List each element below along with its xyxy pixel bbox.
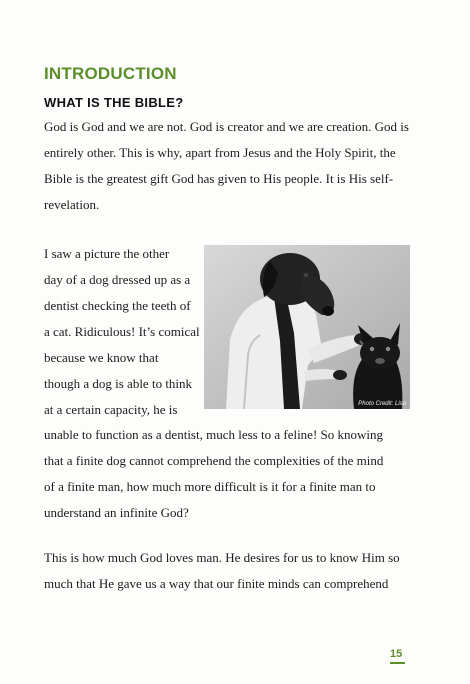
paragraph-line: dentist checking the teeth of	[44, 298, 191, 313]
paragraph-line: a cat. Ridiculous! It’s comical	[44, 324, 200, 339]
paragraph-line: I saw a picture the other	[44, 246, 170, 261]
paragraph-line: day of a dog dressed up as a	[44, 272, 191, 287]
paragraph-line: entirely other. This is why, apart from Jesus and the Holy Spirit, the	[44, 145, 396, 160]
paragraph-line: God is God and we are not. God is creator and we are creation. God is	[44, 119, 409, 134]
paragraph-line: though a dog is able to think	[44, 376, 193, 391]
chapter-heading: INTRODUCTION	[44, 64, 177, 83]
paragraph-line: much that He gave us a way that our finite minds can comprehend	[44, 576, 389, 591]
section-heading: WHAT IS THE BIBLE?	[44, 95, 184, 110]
page-number-underline	[390, 662, 405, 664]
paragraph-line: at a certain capacity, he is	[44, 402, 178, 417]
paragraph-line: of a finite man, how much more difficult is it for a finite man to	[44, 479, 376, 494]
paragraph-line: This is how much God loves man. He desires for us to know Him so	[44, 550, 400, 565]
dog-dentist-photo	[204, 245, 410, 409]
paragraph-line: understand an infinite God?	[44, 505, 189, 520]
paragraph-line: Bible is the greatest gift God has given to His people. It is His self-	[44, 171, 394, 186]
paragraph-line: because we know that	[44, 350, 159, 365]
photo-credit: Photo Credit: Lisa	[358, 401, 406, 407]
paragraph-line: revelation.	[44, 197, 100, 212]
paragraph-line: unable to function as a dentist, much less to a feline! So knowing	[44, 427, 384, 442]
paragraph-line: that a finite dog cannot comprehend the complexities of the mind	[44, 453, 384, 468]
page-number: 15	[390, 648, 403, 660]
